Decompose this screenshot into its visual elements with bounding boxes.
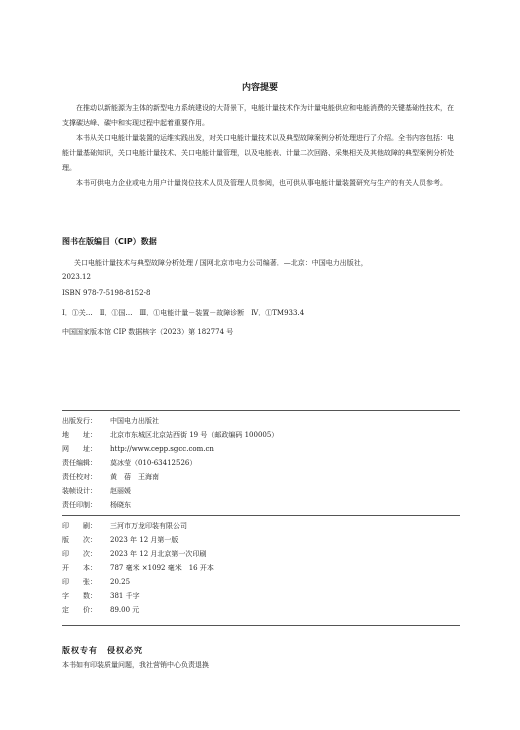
cip-number: 中国国家版本馆 CIP 数据核字（2023）第 182774 号 <box>62 328 234 336</box>
divider <box>62 625 460 626</box>
website-value: http://www.cepp.sgcc.com.cn <box>110 445 214 453</box>
printing-supervisor-value: 杨晓东 <box>110 501 131 509</box>
price-row <box>62 605 139 615</box>
summary-text <box>62 101 460 191</box>
website-label: 网 址： <box>62 445 97 453</box>
address-row <box>62 430 278 440</box>
summary-paragraph: 本书可供电力企业或电力用户计量岗位技术人员及管理人员参阅，也可供从事电能计量装置研究与生产的有关人员参考。 <box>76 179 447 187</box>
cip-classification: Ⅰ．①关… Ⅱ．①国… Ⅲ．①电能计量－装置－故障诊断 Ⅳ．①TM933.4 <box>62 309 305 317</box>
format-row <box>62 563 214 573</box>
summary-paragraph: 在推动以新能源为主体的新型电力系统建设的大背景下，电能计量技术作为计量电能供应和电能消费的关键基础性技术，在支撑碳达峰、碳中和实现过程中起着重要作用。 <box>62 104 454 127</box>
designer-value: 赵丽媛 <box>110 487 131 495</box>
impression-row <box>62 549 206 559</box>
printing-supervisor-label: 责任印制： <box>62 501 97 509</box>
printer-value: 三河市万龙印装有限公司 <box>110 522 187 530</box>
impression-value: 2023 年 12 月北京第一次印刷 <box>110 550 207 558</box>
edition-label: 版 次： <box>62 536 97 544</box>
wordcount-row <box>62 591 140 601</box>
rights-title: 版权专有 侵权必究 <box>62 646 143 655</box>
format-value: 787 毫米 ×1092 毫米 16 开本 <box>110 564 214 572</box>
publisher-label: 出版发行： <box>62 417 97 425</box>
cip-citation: 关口电能计量技术与典型故障分析处理 / 国网北京市电力公司编著．—北京：中国电力出版社， <box>74 259 368 267</box>
website-row <box>62 444 214 454</box>
edition-row <box>62 535 178 545</box>
summary-title: 内容提要 <box>241 83 278 93</box>
price-label: 定 价： <box>62 606 97 614</box>
sheets-label: 印 张： <box>62 578 97 586</box>
price-value: 89.00 元 <box>110 606 140 614</box>
divider <box>62 410 460 411</box>
designer-row <box>62 486 131 496</box>
publisher-value: 中国电力出版社 <box>110 417 159 425</box>
divider <box>62 515 460 516</box>
edition-value: 2023 年 12 月第一版 <box>110 536 179 544</box>
cip-citation-year: 2023.12 <box>62 273 91 281</box>
cip-isbn: ISBN 978-7-5198-8152-8 <box>62 289 151 297</box>
address-label: 地 址： <box>62 431 97 439</box>
proofreader-row <box>62 472 159 482</box>
proofreader-value: 黄 蓓 王海南 <box>110 473 159 481</box>
sheets-row <box>62 577 130 587</box>
editor-value: 莫冰莹（010-63412526） <box>110 459 197 467</box>
format-label: 开 本： <box>62 564 97 572</box>
editor-row <box>62 458 196 468</box>
printing-supervisor-row <box>62 500 131 510</box>
impression-label: 印 次： <box>62 550 97 558</box>
printer-row <box>62 521 187 531</box>
sheets-value: 20.25 <box>110 578 131 586</box>
wordcount-label: 字 数： <box>62 592 97 600</box>
rights-note: 本书如有印装质量问题，我社营销中心负责退换 <box>62 661 209 669</box>
printer-label: 印 刷： <box>62 522 97 530</box>
wordcount-value: 381 千字 <box>110 592 140 600</box>
cip-title: 图书在版编目（CIP）数据 <box>62 237 157 246</box>
designer-label: 装帧设计： <box>62 487 97 495</box>
address-value: 北京市东城区北京站西街 19 号（邮政编码 100005） <box>110 431 279 439</box>
editor-label: 责任编辑： <box>62 459 97 467</box>
summary-paragraph: 本书从关口电能计量装置的运维实践出发，对关口电能计量技术以及典型故障案例分析处理进行了介绍。全书内容包括：电能计量基础知识，关口电能计量技术、关口电能计量管理，以及电能表、计量二次回路、采集相关及其他故障的典型案例分析处理。 <box>62 134 454 172</box>
proofreader-label: 责任校对： <box>62 473 97 481</box>
publisher-row <box>62 416 159 426</box>
